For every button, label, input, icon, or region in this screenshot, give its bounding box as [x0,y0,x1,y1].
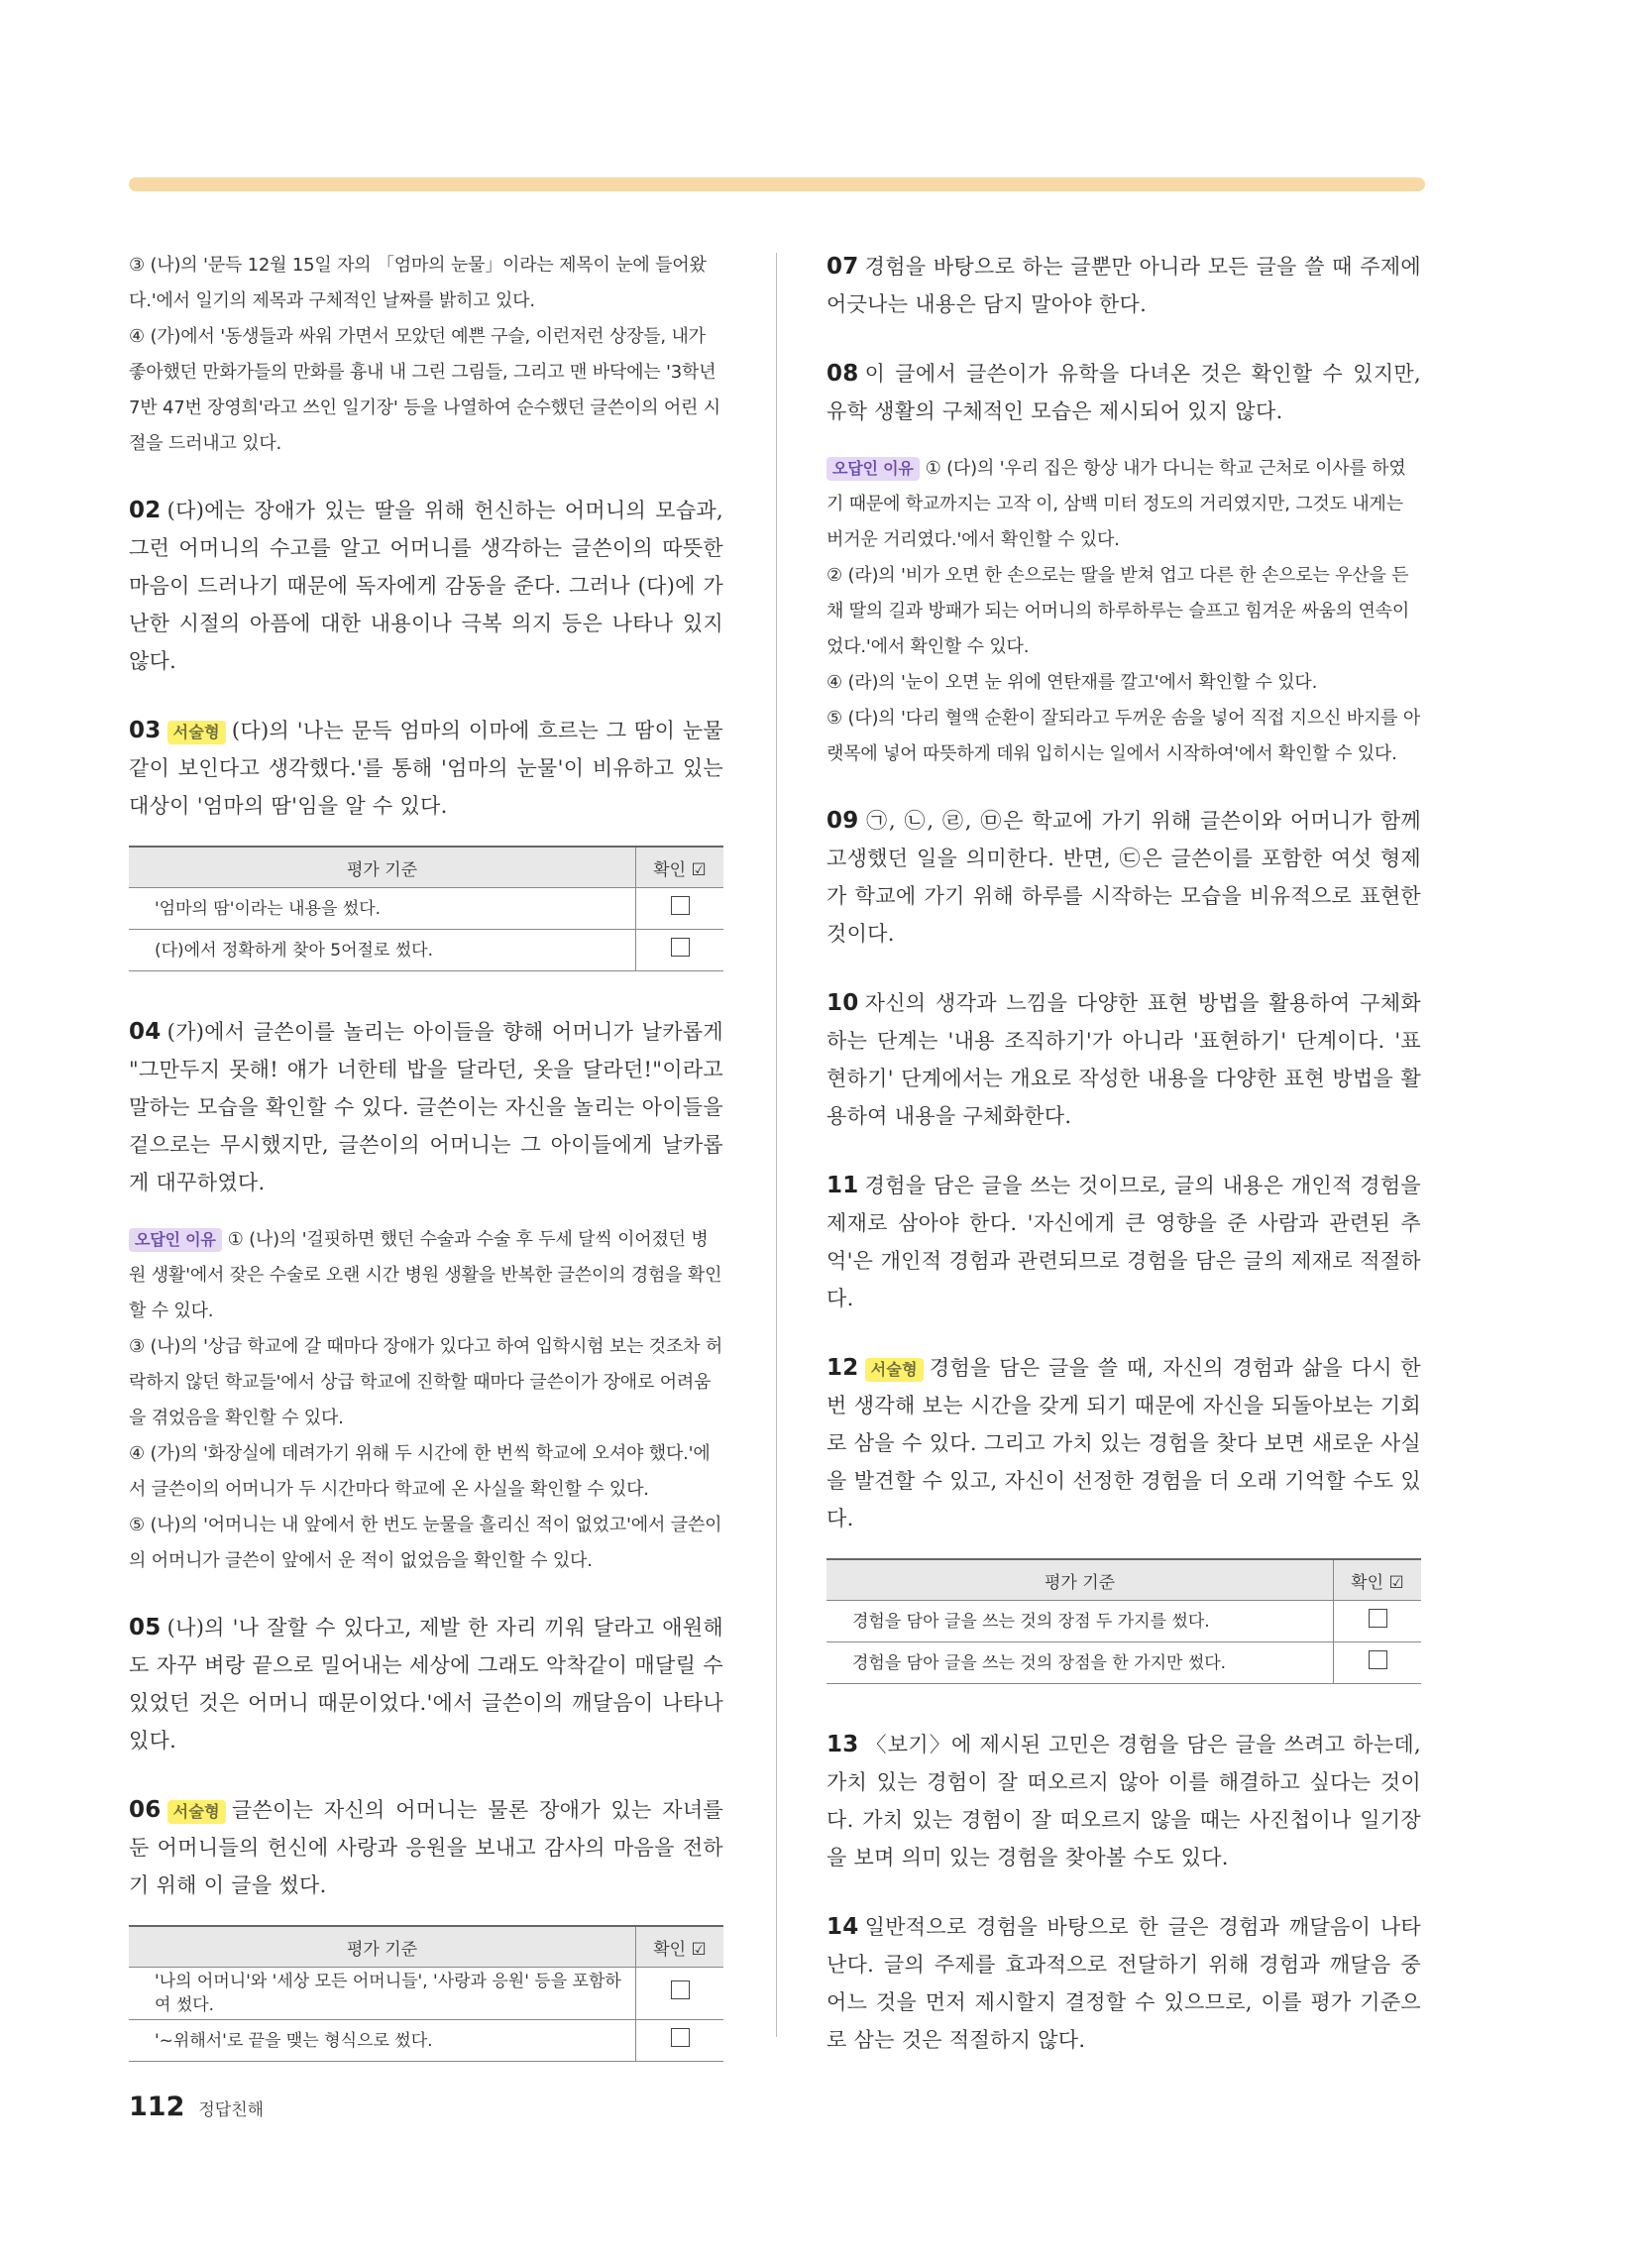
question-number: 06 [129,1797,162,1823]
question-number: 12 [826,1355,859,1381]
note-5: ⑤ (나)의 '어머니는 내 앞에서 한 번도 눈물을 흘리신 적이 없었고'에서 글쓴이의 어머니가 글쓴이 앞에서 운 적이 없었음을 확인할 수 있다. [129,1515,722,1571]
table-header-check: 확인 ☑ [1334,1559,1422,1601]
note-1: ① (나)의 '걸핏하면 했던 수술과 수술 후 두세 달씩 이어졌던 병원 생활'에서 잦은 수술로 오랜 시간 병원 생활을 반복한 글쓴이의 경험을 확인할 수 있다. [129,1229,722,1321]
question-05 [129,1609,723,1759]
answer-text: 경험을 담은 글을 쓰는 것이므로, 글의 내용은 개인적 경험을 제재로 삼아야 한다. '자신에게 큰 영향을 준 사람과 관련된 추억'은 개인적 경험과 관련되므로 경험을 담은 글의 제재로 적절하다. [826,1174,1421,1310]
checkbox[interactable] [671,938,690,957]
checkbox[interactable] [671,896,690,915]
checkbox[interactable] [1369,1609,1387,1628]
table-row [129,888,723,930]
q01-remaining-options [129,248,723,462]
question-03 [129,712,723,825]
question-number: 03 [129,718,162,743]
table-row [129,2020,723,2062]
page-number: 112 [129,2092,185,2122]
page-footer [129,2092,264,2122]
question-04-wrong-reasons [129,1222,723,1579]
question-13 [826,1726,1421,1876]
criteria-text: 경험을 담아 글을 쓰는 것의 장점 두 가지를 썼다. [826,1601,1334,1642]
question-12 [826,1349,1421,1537]
criteria-text: '엄마의 땀'이라는 내용을 썼다. [129,888,636,930]
criteria-text: (다)에서 정확하게 찾아 5어절로 썼다. [129,930,636,971]
essay-type-badge: 서술형 [167,721,226,744]
table-row [826,1601,1421,1642]
right-column [826,248,1421,2091]
answer-text: (다)의 '나는 문득 엄마의 이마에 흐르는 그 땀이 눈물같이 보인다고 생각했다.'를 통해 '엄마의 눈물'이 비유하고 있는 대상이 '엄마의 땀'임을 알 수 있다. [129,719,723,818]
note-5: ⑤ (다)의 '다리 혈액 순환이 잘되라고 두꺼운 솜을 넣어 직접 지으신 바지를 아랫목에 넣어 따뜻하게 데워 입히시는 일에서 시작하여'에서 확인할 수 있다. [826,708,1421,764]
question-number: 11 [826,1173,859,1198]
criteria-text: 경험을 담아 글을 쓰는 것의 장점을 한 가지만 썼다. [826,1642,1334,1684]
table-row [129,930,723,971]
question-number: 13 [826,1732,859,1757]
left-column [129,248,723,2103]
question-08-wrong-reasons [826,451,1421,772]
question-number: 10 [826,990,859,1016]
question-06 [129,1791,723,1904]
question-10 [826,984,1421,1135]
table-header-criteria: 평가 기준 [129,847,636,888]
answer-text: (가)에서 글쓴이를 놀리는 아이들을 향해 어머니가 날카롭게 "그만두지 못해! 얘가 너한테 밥을 달라던, 옷을 달라던!"이라고 말하는 모습을 확인할 수 있다. 글쓴이는 자신을 놀리는 아이들을 겉으로는 무시했지만, 글쓴이의 어머니는 그 아이들에게 날카롭게 대꾸하였다. [129,1020,723,1194]
table-header-criteria: 평가 기준 [826,1559,1334,1601]
checkbox[interactable] [671,1980,690,1999]
wrong-reason-badge: 오답인 이유 [129,1228,222,1252]
evaluation-table-06 [129,1925,723,2062]
question-04 [129,1013,723,1201]
top-decorative-bar [129,177,1425,191]
answer-text: 경험을 담은 글을 쓸 때, 자신의 경험과 삶을 다시 한번 생각해 보는 시간을 갖게 되기 때문에 자신을 되돌아보는 기회로 삼을 수 있다. 그리고 가치 있는 경험을 찾다 보면 새로운 사실을 발견할 수 있고, 자신이 선정한 경험을 더 오래 기억할 수도 있다. [826,1356,1421,1530]
question-14 [826,1908,1421,2059]
answer-text: 일반적으로 경험을 바탕으로 한 글은 경험과 깨달음이 나타난다. 글의 주제를 효과적으로 전달하기 위해 경험과 깨달음 중 어느 것을 먼저 제시할지 결정할 수 있으므로, 이를 평가 기준으로 삼는 것은 적절하지 않다. [826,1915,1421,2052]
option-3: ③ (나)의 '문득 12월 15일 자의 「엄마의 눈물」이라는 제목이 눈에 들어왔다.'에서 일기의 제목과 구체적인 날짜를 밝히고 있다. [129,255,707,311]
question-07 [826,248,1421,323]
note-4: ④ (가)의 '화장실에 데려가기 위해 두 시간에 한 번씩 학교에 오셔야 했다.'에서 글쓴이의 어머니가 두 시간마다 학교에 온 사실을 확인할 수 있다. [129,1443,711,1500]
checkbox[interactable] [671,2028,690,2047]
question-number: 07 [826,254,859,280]
question-number: 14 [826,1914,859,1940]
table-header-check: 확인 ☑ [636,847,724,888]
answer-text: (나)의 '나 잘할 수 있다고, 제발 한 자리 끼워 달라고 애원해도 자꾸 벼랑 끝으로 밀어내는 세상에 그래도 악착같이 매달릴 수 있었던 것은 어머니 때문이었다.'에서 글쓴이의 깨달음이 나타나 있다. [129,1616,723,1753]
answer-text: ㉠, ㉡, ㉣, ㉤은 학교에 가기 위해 글쓴이와 어머니가 함께 고생했던 일을 의미한다. 반면, ㉢은 글쓴이를 포함한 여섯 형제가 학교에 가기 위해 하루를 시작하는 모습을 비유적으로 표현한 것이다. [826,809,1421,946]
essay-type-badge: 서술형 [865,1358,924,1382]
answer-text: (다)에는 장애가 있는 딸을 위해 헌신하는 어머니의 모습과, 그런 어머니의 수고를 알고 어머니를 생각하는 글쓴이의 따뜻한 마음이 드러나기 때문에 독자에게 감동을 준다. 그러나 (다)에 가난한 시절의 아픔에 대한 내용이나 극복 의지 등은 나타나 있지 않다. [129,499,723,673]
answer-text: 〈보기〉에 제시된 고민은 경험을 담은 글을 쓰려고 하는데, 가치 있는 경험이 잘 떠오르지 않아 이를 해결하고 싶다는 것이다. 가치 있는 경험이 잘 떠오르지 않을 때는 사진첩이나 일기장을 보며 의미 있는 경험을 찾아볼 수도 있다. [826,1733,1421,1869]
option-4: ④ (가)에서 '동생들과 싸워 가면서 모았던 예쁜 구슬, 이런저런 상장들, 내가 좋아했던 만화가들의 만화를 흉내 내 그린 그림들, 그리고 맨 바닥에는 '3학년 7반 47번 장영희'라고 쓰인 일기장' 등을 나열하여 순수했던 글쓴이의 어린 시절을 드러내고 있다. [129,326,720,454]
table-header-criteria: 평가 기준 [129,1926,636,1968]
question-08 [826,355,1421,430]
note-1: ① (다)의 '우리 집은 항상 내가 다니는 학교 근처로 이사를 하였기 때문에 학교까지는 고작 이, 삼백 미터 정도의 거리였지만, 그것도 내게는 버거운 거리였다.'에서 확인할 수 있다. [826,458,1406,550]
criteria-text: '나의 어머니'와 '세상 모든 어머니들', '사랑과 응원' 등을 포함하여 썼다. [129,1968,636,2020]
table-header-check: 확인 ☑ [636,1926,724,1968]
question-number: 09 [826,808,859,834]
evaluation-table-12 [826,1558,1421,1684]
question-02 [129,492,723,680]
answer-text: 자신의 생각과 느낌을 다양한 표현 방법을 활용하여 구체화하는 단계는 '내용 조직하기'가 아니라 '표현하기' 단계이다. '표현하기' 단계에서는 개요로 작성한 내용을 다양한 표현 방법을 활용하여 내용을 구체화한다. [826,991,1421,1128]
answer-text: 경험을 바탕으로 하는 글뿐만 아니라 모든 글을 쓸 때 주제에 어긋나는 내용은 담지 말아야 한다. [826,255,1421,316]
answer-text: 글쓴이는 자신의 어머니는 물론 장애가 있는 자녀를 둔 어머니들의 헌신에 사랑과 응원을 보내고 감사의 마음을 전하기 위해 이 글을 썼다. [129,1798,723,1897]
note-2: ② (라)의 '비가 오면 한 손으로는 딸을 받쳐 업고 다른 한 손으로는 우산을 든 채 딸의 길과 방패가 되는 어머니의 하루하루는 슬프고 힘겨운 싸움의 연속이었다.'에서 확인할 수 있다. [826,565,1410,657]
criteria-text: '~위해서'로 끝을 맺는 형식으로 썼다. [129,2020,636,2062]
note-4: ④ (라)의 '눈이 오면 눈 위에 연탄재를 깔고'에서 확인할 수 있다. [826,672,1318,693]
essay-type-badge: 서술형 [167,1800,226,1824]
question-number: 08 [826,361,859,387]
column-divider [776,253,777,2037]
table-row [826,1642,1421,1684]
question-number: 04 [129,1019,162,1045]
note-3: ③ (나)의 '상급 학교에 갈 때마다 장애가 있다고 하여 입학시험 보는 것조차 허락하지 않던 학교들'에서 상급 학교에 진학할 때마다 글쓴이가 장애로 어려움을 겪었음을 확인할 수 있다. [129,1336,723,1428]
answer-text: 이 글에서 글쓴이가 유학을 다녀온 것은 확인할 수 있지만, 유학 생활의 구체적인 모습은 제시되어 있지 않다. [826,362,1421,423]
table-row [129,1968,723,2020]
question-11 [826,1167,1421,1317]
evaluation-table-03 [129,846,723,971]
question-number: 02 [129,498,162,523]
question-09 [826,802,1421,953]
wrong-reason-badge: 오답인 이유 [826,457,920,481]
question-number: 05 [129,1615,162,1641]
book-title: 정답친해 [198,2100,265,2120]
checkbox[interactable] [1369,1650,1387,1669]
